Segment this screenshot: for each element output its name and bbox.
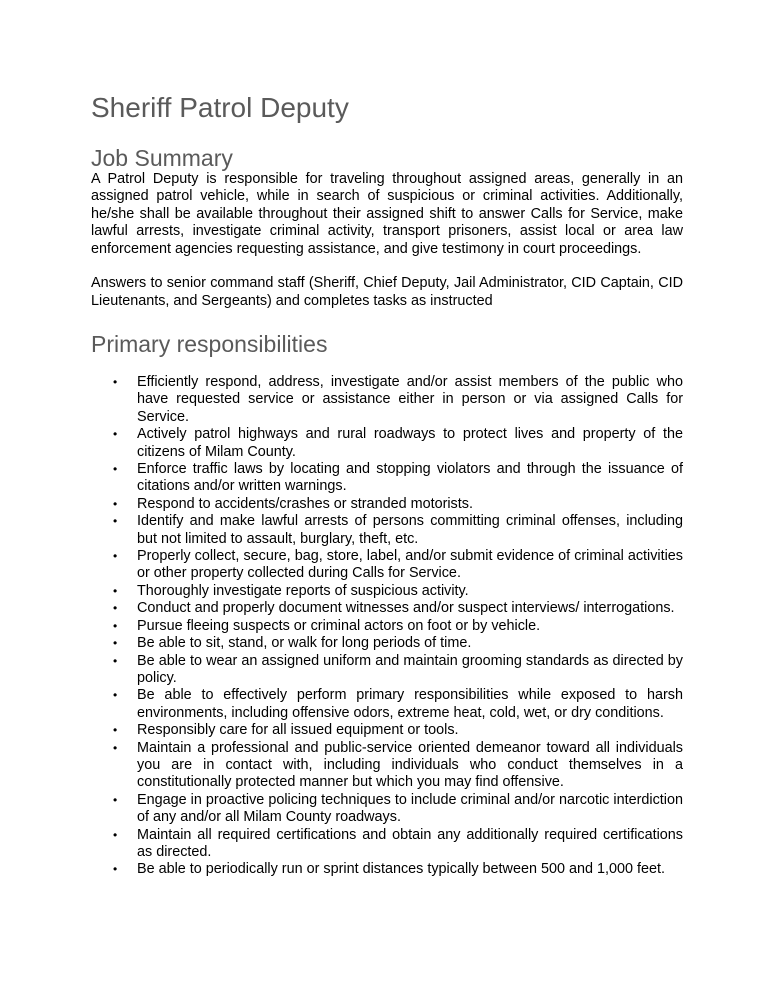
list-item — [91, 653, 683, 688]
list-item — [91, 618, 683, 635]
list-item — [91, 687, 683, 722]
list-item — [91, 827, 683, 862]
list-item-text: Responsibly care for all issued equipment or tools. — [137, 722, 459, 739]
list-item-text: Engage in proactive policing techniques to include criminal and/or narcotic interdiction of any and/or all Milam County roadways. — [137, 791, 683, 826]
bullet-icon: • — [113, 549, 118, 564]
bullet-icon: • — [113, 514, 118, 529]
job-summary-paragraph: Answers to senior command staff (Sheriff, Chief Deputy, Jail Administrator, CID Captain, CID Lieutenants, and Sergeants) and completes tasks as instructed — [91, 275, 683, 309]
bullet-icon: • — [113, 688, 118, 703]
list-item — [91, 513, 683, 548]
bullet-icon: • — [113, 792, 118, 807]
bullet-icon: • — [113, 496, 118, 511]
bullet-icon: • — [113, 827, 118, 842]
bullet-icon: • — [113, 427, 118, 442]
bullet-icon: • — [113, 618, 118, 633]
list-item — [91, 600, 683, 617]
list-item-text: Enforce traffic laws by locating and stopping violators and through the issuance of citations and/or written warnings. — [137, 461, 683, 495]
list-item — [91, 792, 683, 827]
list-item-text: Be able to periodically run or sprint distances typically between 500 and 1,000 feet. — [137, 861, 665, 878]
job-summary-heading: Job Summary — [91, 145, 233, 171]
list-item-text: Be able to wear an assigned uniform and maintain grooming standards as directed by policy. — [137, 652, 683, 686]
bullet-icon: • — [113, 462, 118, 477]
bullet-icon: • — [113, 601, 118, 616]
list-item — [91, 548, 683, 583]
responsibilities-list — [91, 374, 683, 879]
list-item-text: Maintain all required certifications and obtain any additionally required certifications as directed. — [137, 826, 683, 860]
bullet-icon: • — [113, 653, 118, 668]
list-item-text: Identify and make lawful arrests of persons committing criminal offenses, including but not limited to assault, burglary, theft, etc. — [137, 513, 683, 547]
list-item — [91, 496, 683, 513]
bullet-icon: • — [113, 583, 118, 598]
list-item-text: Efficiently respond, address, investigate and/or assist members of the public who have requested service or assistance either in person or via assigned Calls for Service. — [137, 374, 683, 425]
list-item-text: Properly collect, secure, bag, store, label, and/or submit evidence of criminal activities or other property collected during Calls for Service. — [137, 548, 683, 582]
job-summary-paragraph: A Patrol Deputy is responsible for traveling throughout assigned areas, generally in an assigned patrol vehicle, while in search of suspicious or criminal activities. Additionally, he/she shall be available throughout their assigned shift to answer Calls for Service, make lawful arrests, investigate criminal activity, transport prisoners, assist local or area law enforcement agencies requesting assistance, and give testimony in court proceedings. — [91, 171, 683, 257]
list-item-text: Be able to effectively perform primary responsibilities while exposed to harsh environments, including offensive odors, extreme heat, cold, wet, or dry conditions. — [137, 687, 683, 721]
job-summary-body — [91, 171, 683, 310]
list-item-text: Thoroughly investigate reports of suspicious activity. — [137, 582, 469, 599]
bullet-icon: • — [113, 636, 118, 651]
list-item-text: Maintain a professional and public-service oriented demeanor toward all individuals you are in contact with, including individuals who conduct themselves in a constitutionally protected manner but which you may find offensive. — [137, 739, 683, 791]
list-item-text: Actively patrol highways and rural roadways to protect lives and property of the citizens of Milam County. — [137, 426, 683, 460]
bullet-icon: • — [113, 375, 118, 389]
page-title: Sheriff Patrol Deputy — [91, 92, 349, 123]
bullet-icon: • — [113, 740, 118, 755]
bullet-icon: • — [113, 862, 118, 877]
list-item-text: Pursue fleeing suspects or criminal actors on foot or by vehicle. — [137, 617, 541, 634]
list-item — [91, 740, 683, 792]
list-item-text: Be able to sit, stand, or walk for long periods of time. — [137, 635, 472, 652]
list-item — [91, 722, 683, 739]
list-item — [91, 861, 683, 878]
list-item — [91, 635, 683, 652]
list-item-text: Conduct and properly document witnesses and/or suspect interviews/ interrogations. — [137, 600, 675, 617]
bullet-icon: • — [113, 723, 118, 738]
list-item — [91, 426, 683, 461]
primary-responsibilities-heading: Primary responsibilities — [91, 331, 328, 357]
list-item — [91, 374, 683, 426]
list-item — [91, 583, 683, 600]
list-item-text: Respond to accidents/crashes or stranded motorists. — [137, 495, 473, 512]
list-item — [91, 461, 683, 496]
